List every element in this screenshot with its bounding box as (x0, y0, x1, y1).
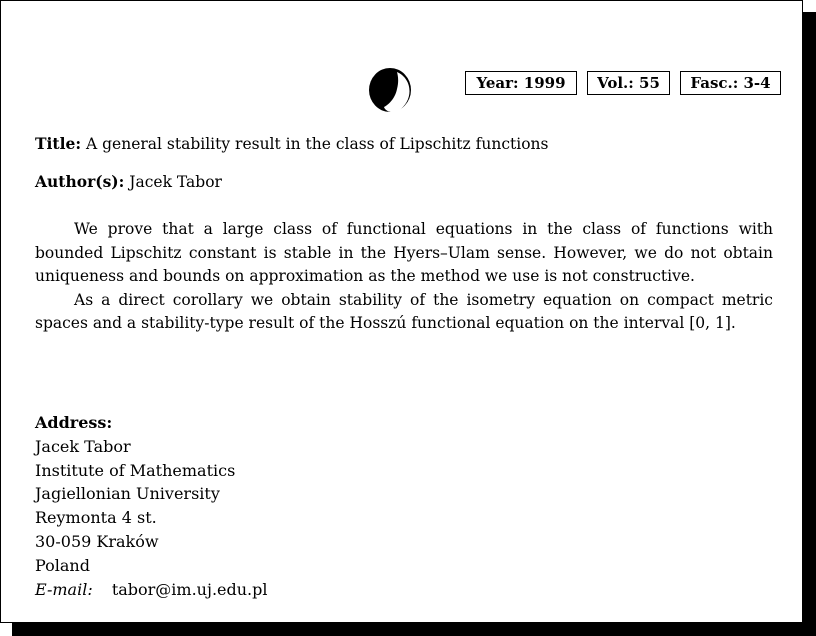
volume-badge: Vol.: 55 (587, 71, 670, 95)
fascicle-badge: Fasc.: 3-4 (680, 71, 781, 95)
article-author: Jacek Tabor (129, 173, 222, 191)
year-badge: Year: 1999 (465, 71, 577, 95)
abstract-paragraph: As a direct corollary we obtain stability of the isometry equation on compact metric spaces and a stability-type result of the Hosszú functional equation on the interval [0, 1]. (35, 290, 773, 332)
email-address: tabor@im.uj.edu.pl (111, 579, 268, 599)
address-line: 30-059 Kraków (35, 531, 159, 551)
abstract-paragraph: We prove that a large class of functional equations in the class of functions with bounded Lipschitz constant is stable in the Hyers–Ulam sense. However, we do not obtain uniqueness and bounds on approximation as the method we use is not constructive. (35, 220, 773, 285)
article-title: A general stability result in the class of Lipschitz functions (86, 135, 549, 153)
author-label: Author(s): (35, 172, 125, 191)
email-line (35, 578, 268, 602)
address-line: Jagiellonian University (35, 484, 220, 504)
address-line: Jacek Tabor (35, 436, 131, 456)
title-line (35, 134, 548, 153)
address-line: Reymonta 4 st. (35, 508, 157, 528)
moon-logo-icon (368, 67, 412, 113)
address-block (35, 411, 268, 601)
page-shadow-bottom (12, 623, 816, 636)
email-label: E-mail: (35, 579, 93, 599)
abstract (35, 218, 773, 336)
address-line: Poland (35, 555, 90, 575)
address-line: Institute of Mathematics (35, 460, 236, 480)
address-label: Address: (35, 413, 113, 432)
title-label: Title: (35, 134, 82, 153)
author-line (35, 172, 222, 191)
page-shadow-right (803, 12, 816, 636)
